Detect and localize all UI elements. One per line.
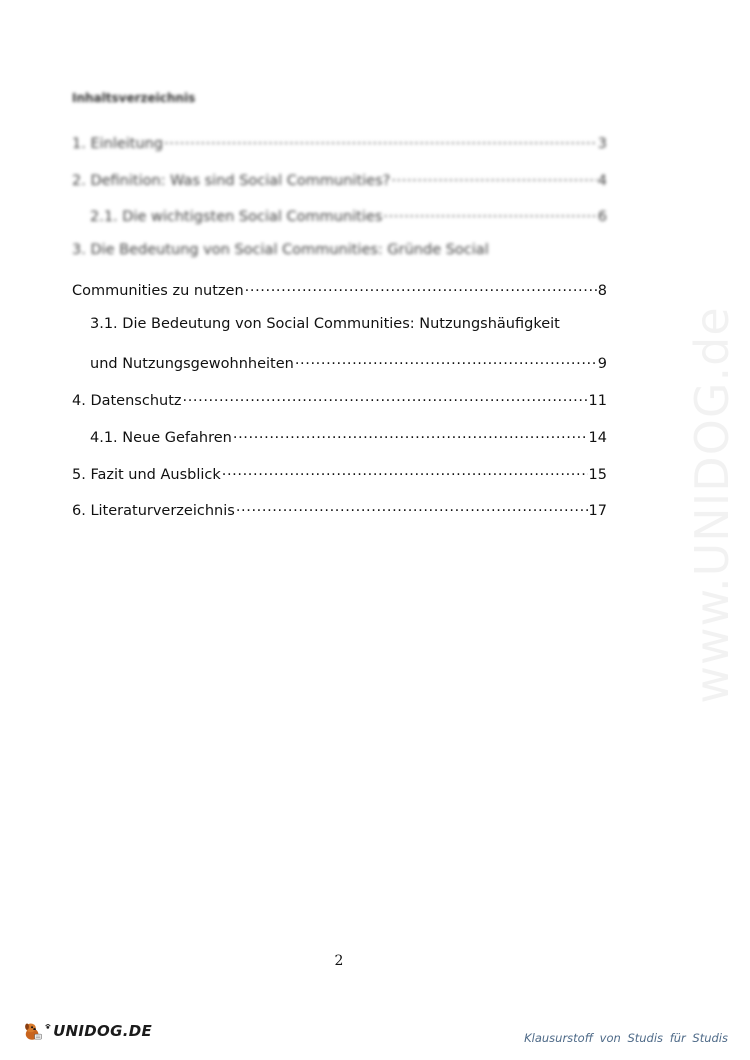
- toc-entry-1[interactable]: [72, 132, 607, 154]
- unidog-logo[interactable]: [22, 1013, 152, 1049]
- toc-entry-3-1-line2[interactable]: [90, 352, 607, 374]
- toc-entry-text: und Nutzungsgewohnheiten: [90, 356, 294, 372]
- toc-entry-3-1-line1[interactable]: [90, 316, 607, 338]
- watermark-text: www.UNIDOG.de: [685, 306, 739, 704]
- toc-entry-2-1[interactable]: [90, 205, 607, 227]
- toc-entry-text: 6. Literaturverzeichnis: [72, 503, 235, 519]
- toc-entry-text: 2. Definition: Was sind Social Communities?: [72, 173, 391, 189]
- logo-text: UNIDOG.DE: [53, 1022, 152, 1040]
- toc-leader-dots: [233, 426, 588, 442]
- toc-leader-dots: [222, 463, 588, 479]
- footer-tagline: Klausurstoff von Studis für Studis: [524, 1031, 728, 1045]
- toc-entry-page: 11: [588, 393, 607, 409]
- toc-leader-dots: [245, 279, 597, 295]
- toc-leader-dots: [383, 205, 596, 221]
- toc-entry-text: 3. Die Bedeutung von Social Communities: Gründe Social: [72, 242, 489, 258]
- toc-entry-3-line2[interactable]: [72, 279, 607, 301]
- toc-entry-text: 5. Fazit und Ausblick: [72, 467, 221, 483]
- toc-entry-page: 4: [597, 173, 607, 189]
- dog-mascot-icon: [22, 1014, 43, 1048]
- toc-entry-page: 3: [597, 136, 607, 152]
- toc-leader-dots: [391, 169, 596, 185]
- toc-leader-dots: [236, 499, 588, 515]
- toc-entry-4-1[interactable]: [90, 426, 607, 448]
- toc-entry-text: 1. Einleitung: [72, 136, 164, 152]
- toc-entry-page: 15: [588, 467, 607, 483]
- toc-entry-6[interactable]: [72, 499, 607, 521]
- toc-entry-page: 8: [597, 283, 607, 299]
- toc-leader-dots: [295, 352, 597, 368]
- toc-entry-3-line1[interactable]: [72, 242, 607, 264]
- toc-leader-dots: [164, 132, 597, 148]
- paw-icon: [45, 1022, 51, 1031]
- toc-entry-page: 6: [597, 209, 607, 225]
- toc-entry-text: 4. Datenschutz: [72, 393, 182, 409]
- toc-title: Inhaltsverzeichnis: [72, 91, 196, 105]
- toc-entry-page: 9: [597, 356, 607, 372]
- toc-entry-text: 3.1. Die Bedeutung von Social Communities: Nutzungshäufigkeit: [90, 316, 560, 332]
- toc-entry-text: 4.1. Neue Gefahren: [90, 430, 232, 446]
- toc-leader-dots: [183, 389, 588, 405]
- toc-entry-text: Communities zu nutzen: [72, 283, 244, 299]
- toc-entry-page: 17: [588, 503, 607, 519]
- toc-entry-page: 14: [588, 430, 607, 446]
- toc-entry-4[interactable]: [72, 389, 607, 411]
- toc-entry-text: 2.1. Die wichtigsten Social Communities: [90, 209, 383, 225]
- toc-entry-2[interactable]: [72, 169, 607, 191]
- toc-entry-5[interactable]: [72, 463, 607, 485]
- page-number: 2: [334, 953, 344, 969]
